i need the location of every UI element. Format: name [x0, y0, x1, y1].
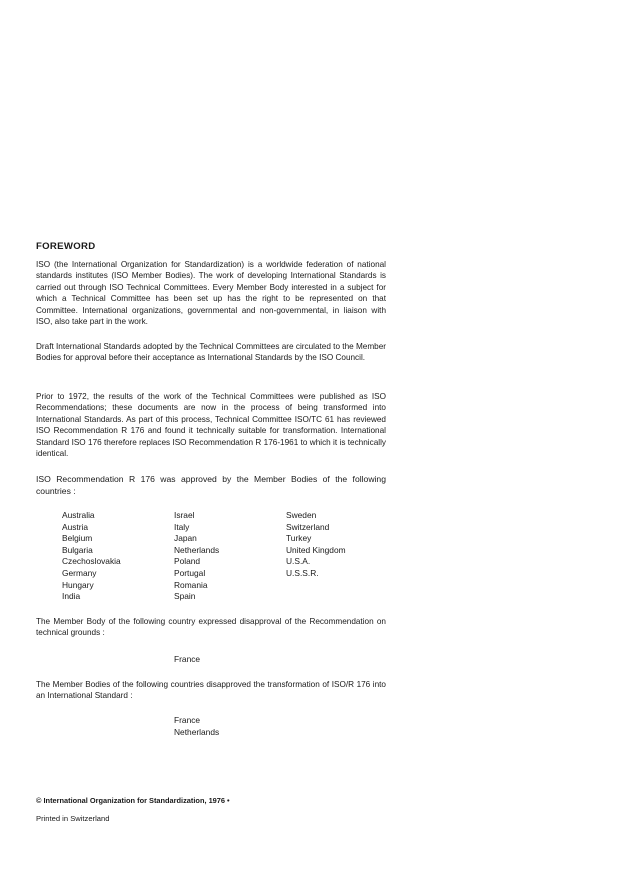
country-item: France: [174, 654, 201, 664]
country-item: Portugal: [174, 567, 206, 578]
country-item: Italy: [174, 521, 190, 532]
country-item: Sweden: [286, 510, 317, 520]
paragraph-transformation-disapproval: The Member Bodies of the following countries disapproved the transformation of ISO/R 176 into an International Standard :: [36, 680, 386, 701]
country-item: U.S.A.: [286, 556, 311, 567]
copyright-notice: © International Organization for Standardization, 1976 •: [36, 796, 230, 805]
paragraph-iso-intro: ISO (the International Organization for Standardization) is a worldwide federation of national standards institutes (ISO Member Bodies). The work of developing International Standards is carried out through ISO Technical Committees. Every Member Body interested in a subject for which a Technical Committee has been set up has the right to be represented on that Committee. International organizations, governmental and non-governmental, in liaison with ISO, also take part in the work.: [36, 260, 386, 327]
technical-disapproval-list: [174, 654, 200, 666]
country-item: Belgium: [62, 533, 93, 544]
transformation-disapproval-list: [174, 715, 219, 738]
foreword-heading: FOREWORD: [36, 241, 96, 252]
country-item: Germany: [62, 567, 97, 578]
country-item: Japan: [174, 533, 197, 544]
countries-column-2: [174, 510, 286, 603]
country-item: Australia: [62, 510, 95, 520]
country-item: Switzerland: [286, 521, 330, 532]
countries-column-1: [62, 510, 174, 603]
country-item: Turkey: [286, 533, 312, 544]
country-item: Spain: [174, 591, 196, 602]
country-item: Netherlands: [174, 544, 220, 555]
country-item: Netherlands: [174, 726, 220, 737]
country-item: Czechoslovakia: [62, 556, 121, 567]
country-item: Romania: [174, 579, 208, 590]
country-item: Israel: [174, 510, 195, 520]
country-item: Austria: [62, 521, 89, 532]
country-item: Bulgaria: [62, 544, 93, 555]
country-item: U.S.S.R.: [286, 567, 319, 578]
printed-notice: Printed in Switzerland: [36, 814, 110, 823]
paragraph-technical-disapproval: The Member Body of the following country expressed disapproval of the Recommendation on technical grounds :: [36, 617, 386, 638]
paragraph-approval: ISO Recommendation R 176 was approved by the Member Bodies of the following countries :: [36, 474, 386, 496]
approving-countries-list: [62, 510, 382, 603]
country-item: Hungary: [62, 579, 94, 590]
paragraph-history: Prior to 1972, the results of the work of the Technical Committees were published as ISO Recommendations; these documents are now in the process of being transformed into International Standards. As part of this process, Technical Committee ISO/TC 61 has reviewed ISO Recommendation R 176 and found it technically suitable for transformation. International Standard ISO 176 therefore replaces ISO Recommendation R 176-1961 to which it is technically identical.: [36, 392, 386, 459]
country-item: France: [174, 715, 201, 725]
country-item: United Kingdom: [286, 544, 346, 555]
country-item: Poland: [174, 556, 201, 567]
countries-column-3: [286, 510, 382, 603]
paragraph-draft-standards: Draft International Standards adopted by the Technical Committees are circulated to the Member Bodies for approval before their acceptance as International Standards by the ISO Council.: [36, 342, 386, 363]
country-item: India: [62, 591, 81, 602]
